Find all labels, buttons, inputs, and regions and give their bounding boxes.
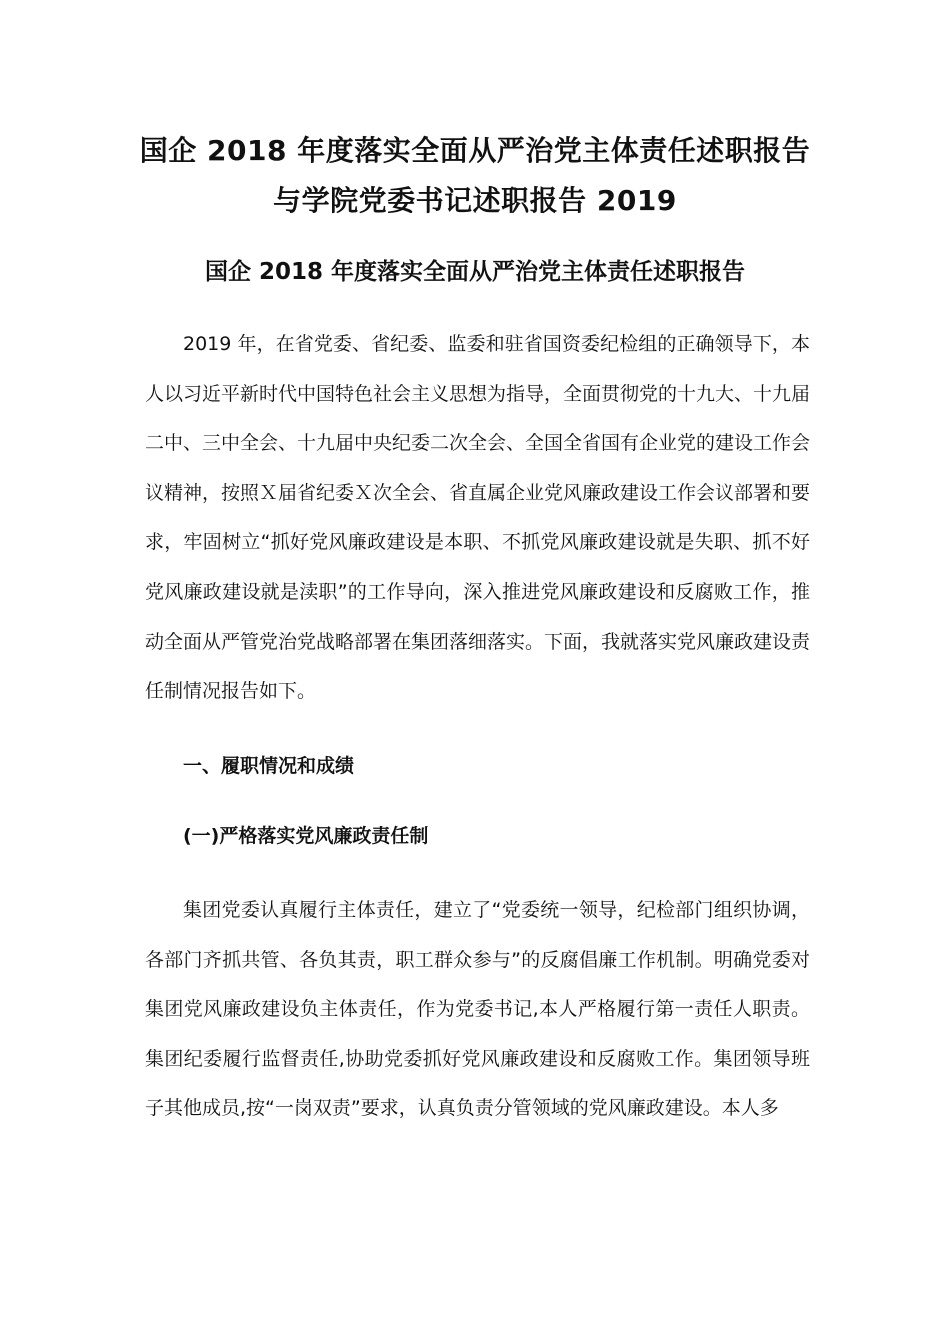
body-paragraph-responsibility: 集团党委认真履行主体责任，建立了“党委统一领导，纪检部门组织协调，各部门齐抓共管、各负其责，职工群众参与”的反腐倡廉工作机制。明确党委对集团党风廉政建设负主体责任，作为党委书记,本人严格履行第一责任人职责。集团纪委履行监督责任,协助党委抓好党风廉政建设和反腐败工作。集团领导班子其他成员,按“一岗双责”要求，认真负责分管领域的党风廉政建设。本人多 [145, 899, 810, 1120]
document-title-line-2: 与学院党委书记述职报告 2019 [273, 184, 677, 217]
body-paragraph-intro: 2019 年，在省党委、省纪委、监委和驻省国资委纪检组的正确领导下，本人以习近平新时代中国特色社会主义思想为指导，全面贯彻党的十九大、十九届二中、三中全会、十九届中央纪委二次全会、全国全省国有企业党的建设工作会议精神，按照Ｘ届省纪委Ｘ次全会、省直属企业党风廉政建设工作会议部署和要求，牢固树立“抓好党风廉政建设是本职、不抓党风廉政建设就是失职、抓不好党风廉政建设就是渎职”的工作导向，深入推进党风廉政建设和反腐败工作，推动全面从严管党治党战略部署在集团落细落实。下面，我就落实党风廉政建设责任制情况报告如下。 [145, 333, 811, 703]
section-heading-1: 一、履职情况和成绩 [183, 755, 355, 777]
subsection-heading-1: (一)严格落实党风廉政责任制 [183, 825, 429, 847]
document-subtitle: 国企 2018 年度落实全面从严治党主体责任述职报告 [204, 259, 746, 285]
document-title-line-1: 国企 2018 年度落实全面从严治党主体责任述职报告 [139, 134, 811, 167]
